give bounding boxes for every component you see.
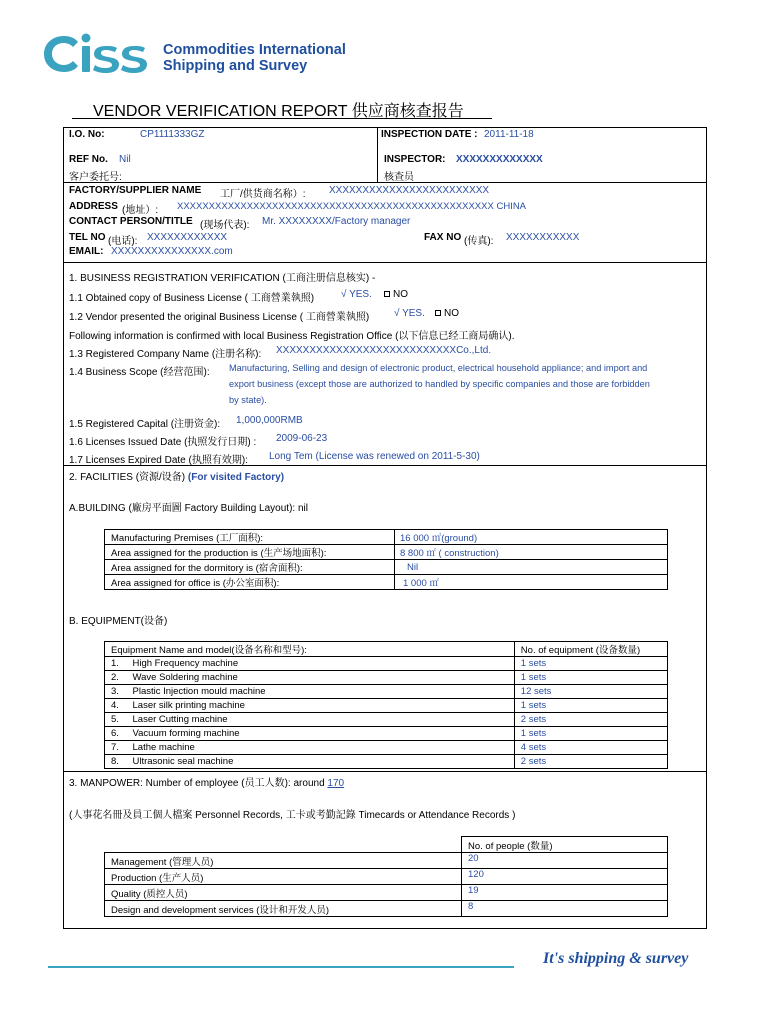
inspection-date-value: 2011-11-18: [484, 129, 534, 140]
factory-name-label: FACTORY/SUPPLIER NAME: [69, 185, 202, 196]
tel-label: TEL NO: [69, 232, 106, 243]
q14-line-2: export business (except those are authorized to handled by specific companies and those are forbidden: [229, 379, 650, 389]
building-table: [104, 529, 668, 590]
building-row-value: Nil: [395, 560, 668, 575]
fax-cn: (传真):: [464, 236, 494, 247]
equipment-name: Ultrasonic seal machine: [127, 755, 515, 769]
table-row: [105, 755, 668, 769]
email-value: XXXXXXXXXXXXXXX.com: [111, 246, 233, 257]
facilities-heading: [69, 468, 284, 483]
manpower-row-label: Management (管理人员): [105, 853, 462, 869]
company-name: [163, 42, 346, 74]
facilities-heading-note: (For visited Factory): [187, 472, 285, 483]
manpower-total: 170: [327, 778, 345, 789]
address-label: ADDRESS: [69, 201, 118, 212]
table-row: [105, 530, 668, 545]
table-row: [105, 575, 668, 590]
table-row: [105, 713, 668, 727]
email-label: EMAIL:: [69, 246, 104, 257]
address-value: XXXXXXXXXXXXXXXXXXXXXXXXXXXXXXXXXXXXXXXXXXXXXXXXXX CHINA: [177, 201, 527, 212]
manpower-header-count: No. of people (数量): [462, 837, 668, 853]
equipment-name: Plastic Injection mould machine: [127, 685, 515, 699]
equipment-count: 2 sets: [514, 713, 667, 727]
address-cn: (地址）:: [122, 205, 159, 216]
manpower-heading: [69, 774, 344, 789]
equipment-name: Vacuum forming machine: [127, 727, 515, 741]
table-row: [105, 869, 668, 885]
table-row: [105, 545, 668, 560]
q13-label: 1.3 Registered Company Name (注册名称):: [69, 349, 262, 360]
info-section: [63, 127, 707, 182]
table-row: [105, 901, 668, 917]
table-row: [105, 685, 668, 699]
q13-value: XXXXXXXXXXXXXXXXXXXXXXXXXXXCo.,Ltd.: [276, 345, 492, 356]
factory-section: [63, 182, 707, 262]
manpower-heading-text: 3. MANPOWER: Number of employee (员工人数): around: [69, 778, 325, 789]
q14-label: 1.4 Business Scope (经营范围):: [69, 367, 210, 378]
equipment-count: 1 sets: [514, 727, 667, 741]
equipment-count: 1 sets: [514, 699, 667, 713]
business-heading: 1. BUSINESS REGISTRATION VERIFICATION (工商注册信息核实) -: [69, 273, 376, 284]
q14-line-1: Manufacturing, Selling and design of electronic product, electrical household appliance; and import and: [229, 363, 648, 373]
q12-label: 1.2 Vendor presented the original Business License ( 工商營業執照): [69, 312, 370, 323]
factory-name-value: XXXXXXXXXXXXXXXXXXXXXXXX: [329, 185, 490, 196]
ref-label: REF No.: [69, 154, 108, 165]
fax-label: FAX NO: [424, 232, 462, 243]
manpower-row-value: 120: [462, 869, 668, 885]
q12-no: NO: [444, 308, 459, 319]
inspector-value: XXXXXXXXXXXXX: [456, 154, 543, 165]
manpower-row-label: Quality (质控人员): [105, 885, 462, 901]
facilities-heading-text: 2. FACILITIES (资源/设备): [69, 472, 186, 483]
equipment-name: Laser Cutting machine: [127, 713, 515, 727]
company-line-2: Shipping and Survey: [163, 58, 308, 74]
equipment-name: Laser silk printing machine: [127, 699, 515, 713]
q12-no-checkbox: [435, 310, 441, 316]
equipment-no: 5.: [105, 713, 127, 727]
building-row-value: 1 000 ㎡: [395, 575, 668, 590]
equipment-no: 7.: [105, 741, 127, 755]
factory-name-cn: 工厂/供货商名称）:: [220, 189, 306, 200]
io-label: I.O. No:: [69, 129, 105, 140]
q11-no: NO: [393, 289, 408, 300]
manpower-row-value: 19: [462, 885, 668, 901]
equipment-name: Wave Soldering machine: [127, 671, 515, 685]
contact-cn: (现场代表):: [200, 220, 250, 231]
equipment-no: 6.: [105, 727, 127, 741]
table-row: [105, 727, 668, 741]
business-section: [63, 262, 707, 465]
q12-no-option: [429, 308, 459, 319]
equipment-no: 4.: [105, 699, 127, 713]
manpower-row-value: 8: [462, 901, 668, 917]
table-row: [105, 853, 668, 869]
equipment-no: 2.: [105, 671, 127, 685]
tel-cn: (电话):: [108, 236, 138, 247]
ref-cn: 客户委托号:: [69, 172, 122, 183]
contact-value: Mr. XXXXXXXX/Factory manager: [262, 216, 411, 227]
title-underline: [72, 118, 492, 119]
building-row-label: Area assigned for the production is (生产场地面积):: [105, 545, 395, 560]
equipment-count: 4 sets: [514, 741, 667, 755]
q11-no-checkbox: [384, 291, 390, 297]
inspection-date-label: INSPECTION DATE :: [381, 129, 478, 140]
q15-label: 1.5 Registered Capital (注册资金):: [69, 419, 221, 430]
building-label: A.BUILDING (廠房平面圖 Factory Building Layout): nil: [69, 503, 308, 514]
facilities-section: [63, 465, 707, 771]
equipment-label: B. EQUIPMENT(设备): [69, 616, 168, 627]
equipment-no: 8.: [105, 755, 127, 769]
equipment-table: [104, 641, 668, 769]
equipment-header-name: Equipment Name and model(设备名称和型号):: [105, 642, 515, 657]
table-row: [105, 699, 668, 713]
inspector-cn: 核查员: [384, 172, 414, 183]
company-line-1: Commodities International: [163, 42, 346, 58]
equipment-count: 12 sets: [514, 685, 667, 699]
footer-rule: [48, 966, 514, 968]
q17-value: Long Tem (License was renewed on 2011-5-30): [269, 451, 480, 462]
equipment-no: 1.: [105, 657, 127, 671]
q17-label: 1.7 Licenses Expired Date (执照有效期):: [69, 455, 248, 466]
manpower-row-label: Design and development services (设计和开发人员): [105, 901, 462, 917]
contact-label: CONTACT PERSON/TITLE: [69, 216, 193, 227]
q16-value: 2009-06-23: [276, 433, 328, 444]
equipment-count: 1 sets: [514, 657, 667, 671]
q15-value: 1,000,000RMB: [236, 415, 303, 426]
footer-slogan: It's shipping & survey: [543, 950, 689, 967]
table-header-row: [105, 837, 668, 853]
manpower-header-empty: [105, 837, 462, 853]
fax-value: XXXXXXXXXXX: [506, 232, 580, 243]
equipment-count: 2 sets: [514, 755, 667, 769]
table-row: [105, 741, 668, 755]
q14-line-3: by state).: [229, 395, 267, 405]
table-row: [105, 560, 668, 575]
q11-no-option: [378, 289, 408, 300]
records-note: (人事花名冊及員工個人檔案 Personnel Records, 工卡或考勤記錄 Timecards or Attendance Records ): [69, 810, 516, 821]
building-row-label: Area assigned for office is (办公室面积):: [105, 575, 395, 590]
manpower-row-value: 20: [462, 853, 668, 869]
ciss-logo: [42, 30, 152, 76]
building-row-value: 16 000 ㎡(ground): [395, 530, 668, 545]
q11-yes: √ YES.: [341, 289, 372, 300]
tel-value: XXXXXXXXXXXX: [147, 232, 228, 243]
manpower-table: [104, 836, 668, 917]
equipment-name: Lathe machine: [127, 741, 515, 755]
manpower-section: [63, 771, 707, 929]
equipment-count: 1 sets: [514, 671, 667, 685]
equipment-name: High Frequency machine: [127, 657, 515, 671]
confirm-note: Following information is confirmed with local Business Registration Office (以下信息已经工商局确认).: [69, 331, 515, 342]
equipment-header-count: No. of equipment (设备数量): [514, 642, 667, 657]
building-row-label: Area assigned for the dormitory is (宿舍面积):: [105, 560, 395, 575]
table-row: [105, 671, 668, 685]
table-header-row: [105, 642, 668, 657]
table-row: [105, 657, 668, 671]
q11-label: 1.1 Obtained copy of Business License ( 工商營業執照): [69, 293, 315, 304]
io-value: CP1111333GZ: [140, 129, 205, 140]
building-row-value: 8 800 ㎡ ( construction): [395, 545, 668, 560]
manpower-row-label: Production (生产人员): [105, 869, 462, 885]
building-row-label: Manufacturing Premises (工厂面积):: [105, 530, 395, 545]
table-row: [105, 885, 668, 901]
q12-yes: √ YES.: [394, 308, 425, 319]
equipment-no: 3.: [105, 685, 127, 699]
inspector-label: INSPECTOR:: [384, 154, 446, 165]
report-title: VENDOR VERIFICATION REPORT 供应商核查报告: [93, 103, 464, 120]
q16-label: 1.6 Licenses Issued Date (执照发行日期) :: [69, 437, 257, 448]
ref-value: Nil: [119, 154, 131, 165]
